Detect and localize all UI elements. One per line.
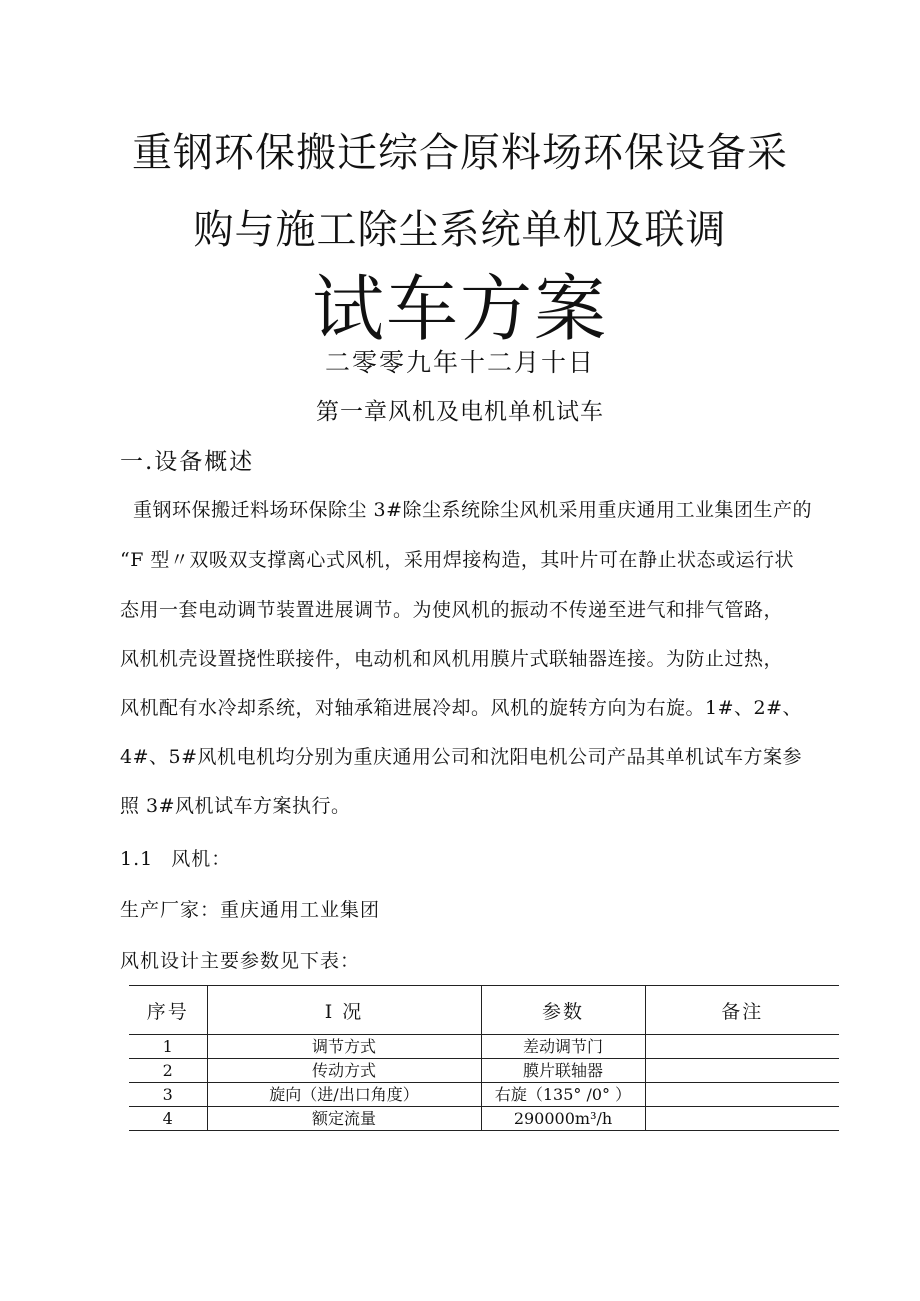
- paragraph-line: 风机配有水冷却系统，对轴承箱进展冷却。风机的旋转方向为右旋。1#、2#、: [120, 697, 803, 719]
- header-cell: 序号: [129, 986, 207, 1035]
- header-cell: 备注: [645, 986, 839, 1035]
- table-cell: 290000m³/h: [481, 1107, 645, 1131]
- table-cell: 膜片联轴器: [481, 1059, 645, 1083]
- table-row: [129, 1107, 839, 1131]
- header-cell: I 况: [207, 986, 481, 1035]
- table-header-row: [129, 986, 839, 1035]
- paragraph-line: “F 型〃双吸双支撑离心式风机，采用焊接构造，其叶片可在静止状态或运行状: [120, 549, 794, 571]
- manufacturer-line: 生产厂家：重庆通用工业集团: [120, 899, 381, 921]
- header-cell: 参数: [481, 986, 645, 1035]
- table-cell: 2: [129, 1059, 207, 1083]
- section-heading: 一.设备概述: [120, 449, 255, 475]
- table-cell: 4: [129, 1107, 207, 1131]
- paragraph-line: 重钢环保搬迁料场环保除尘 3#除尘系统除尘风机采用重庆通用工业集团生产的: [133, 499, 813, 521]
- table-cell: 右旋（135° /0° ）: [481, 1083, 645, 1107]
- table-cell: 1: [129, 1035, 207, 1059]
- table-cell: 额定流量: [207, 1107, 481, 1131]
- paragraph-line: 照 3#风机试车方案执行。: [120, 795, 351, 817]
- table-row: [129, 1083, 839, 1107]
- table-cell: [645, 1107, 839, 1131]
- title-line-2: 购与施工除尘系统单机及联调: [193, 207, 727, 253]
- table-cell: [645, 1083, 839, 1107]
- table-cell: 传动方式: [207, 1059, 481, 1083]
- table-cell: 3: [129, 1083, 207, 1107]
- document-date: 二零零九年十二月十日: [324, 348, 595, 377]
- table-row: [129, 1035, 839, 1059]
- table-cell: 调节方式: [207, 1035, 481, 1059]
- table-cell: [645, 1059, 839, 1083]
- title-line-1: 重钢环保搬迁综合原料场环保设备采: [132, 130, 788, 176]
- table-cell: 差动调节门: [481, 1035, 645, 1059]
- parameters-table: [129, 985, 839, 1131]
- table-row: [129, 1059, 839, 1083]
- table-cell: 旋向（进/出口角度）: [207, 1083, 481, 1107]
- subsection-title: 风机：: [171, 848, 232, 870]
- title-line-3: 试车方案: [311, 267, 608, 351]
- paragraph-line: 风机机壳设置挠性联接件，电动机和风机用膜片式联轴器连接。为防止过热，: [120, 648, 784, 670]
- subsection-heading: [120, 845, 231, 873]
- paragraph-line: 态用一套电动调节装置进展调节。为使风机的振动不传递至进气和排气管路，: [120, 599, 784, 621]
- table-intro: 风机设计主要参数见下表：: [120, 950, 361, 972]
- table-cell: [645, 1035, 839, 1059]
- paragraph-line: 4#、5#风机电机均分别为重庆通用公司和沈阳电机公司产品其单机试车方案参: [120, 746, 803, 768]
- subsection-number: 1.1: [120, 848, 154, 870]
- chapter-heading: 第一章风机及电机单机试车: [316, 399, 604, 425]
